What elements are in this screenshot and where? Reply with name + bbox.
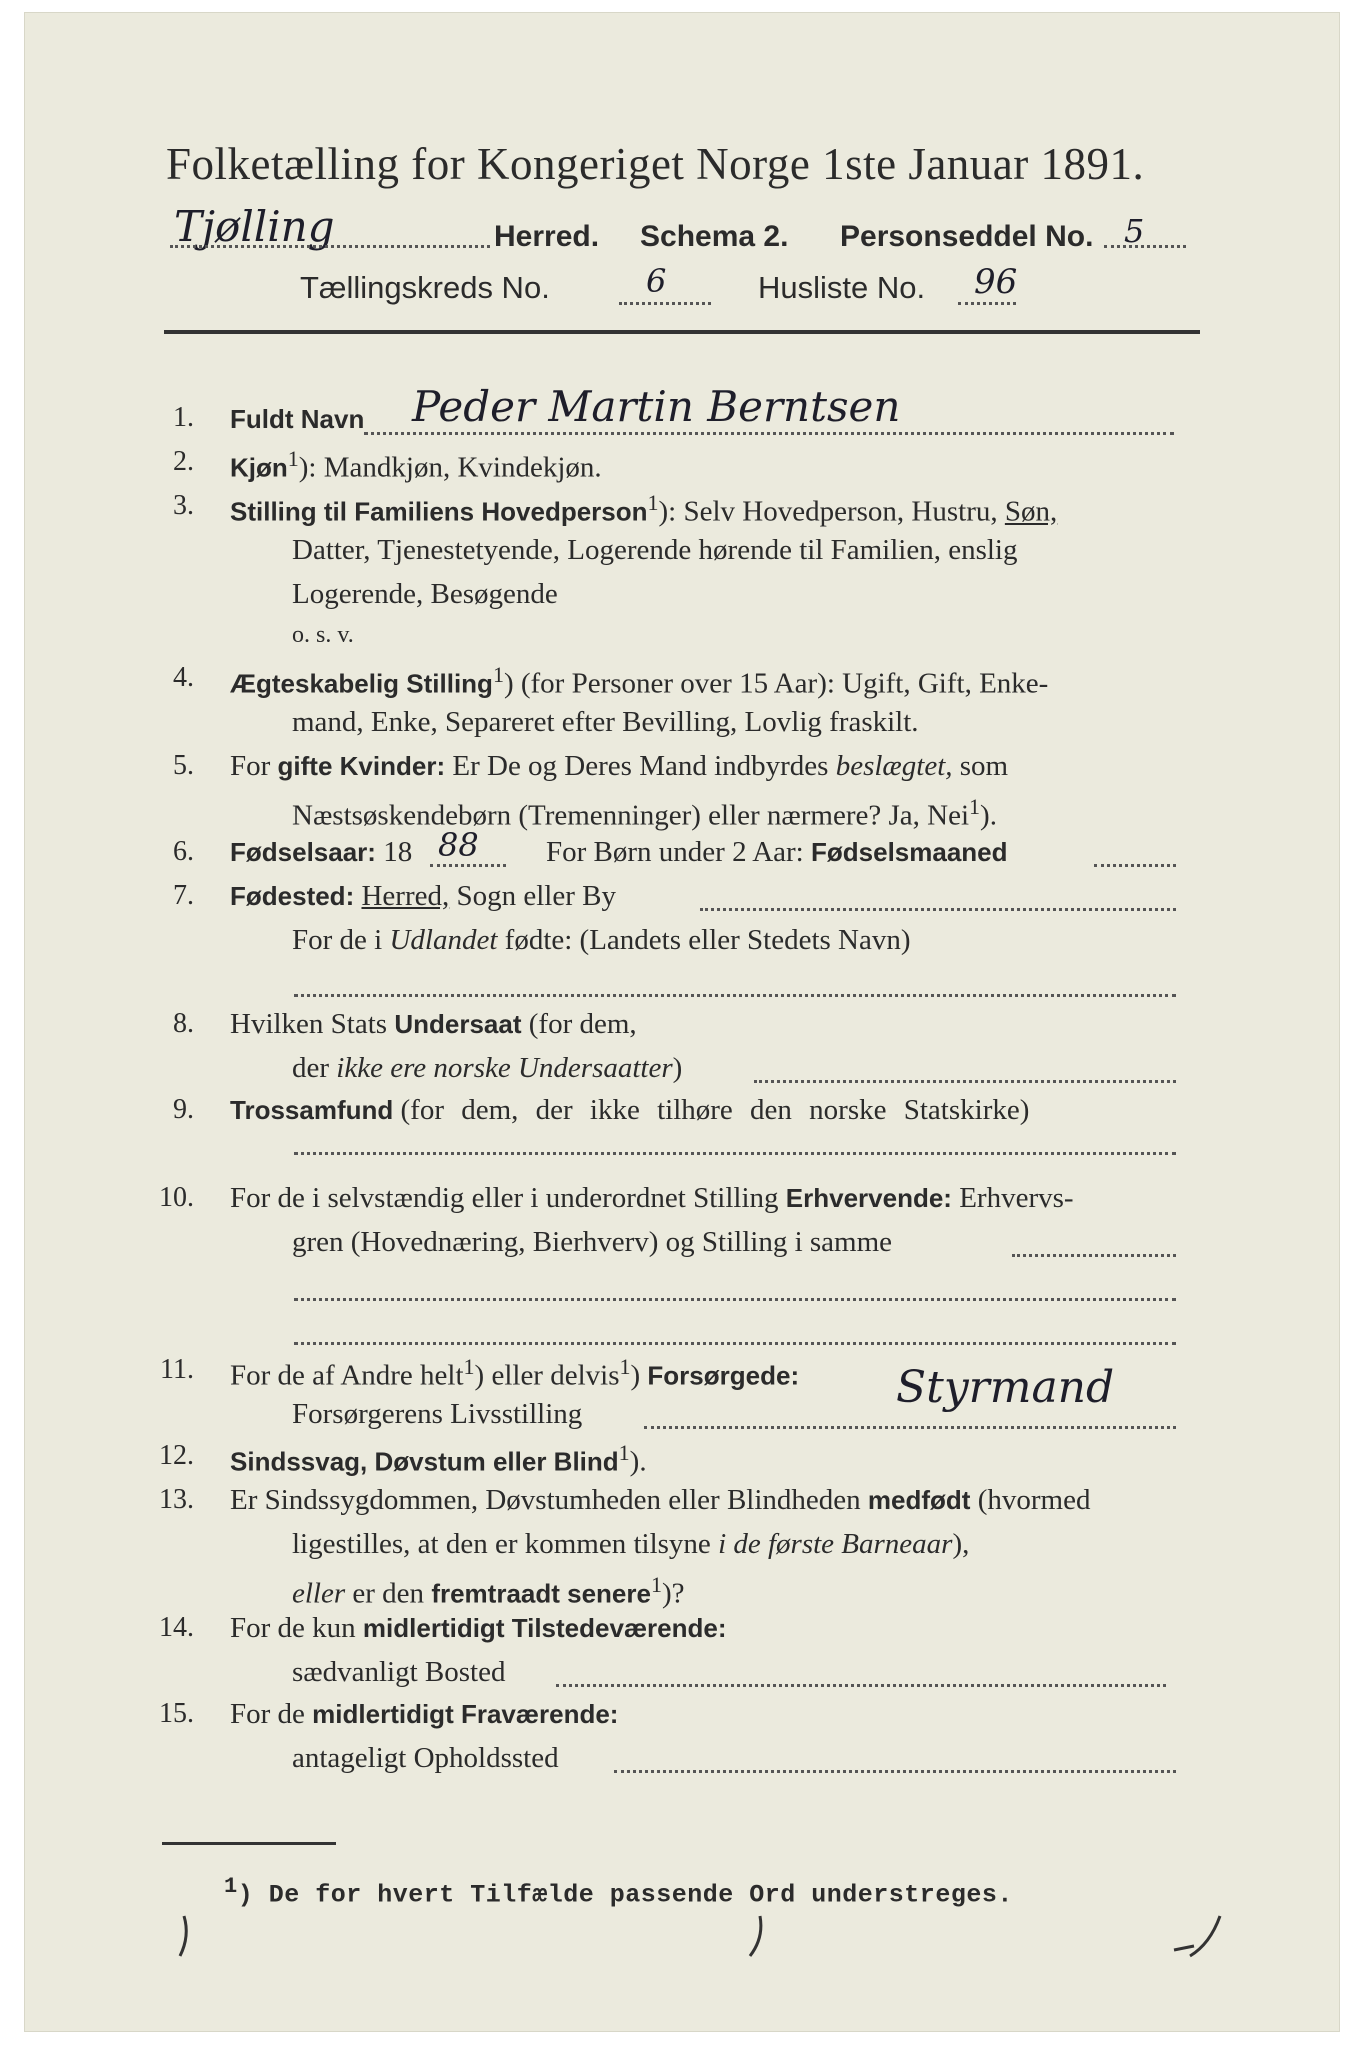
q9-line <box>230 1094 1029 1127</box>
q12-label: Sindssvag, Døvstum eller Blind <box>230 1446 619 1477</box>
q3-line1 <box>230 490 1057 529</box>
item-number: 7. <box>173 880 194 911</box>
q6-year-dots <box>430 864 506 867</box>
q9-blank-line <box>294 1152 1176 1155</box>
footnote <box>224 1874 1013 1909</box>
pen-marks <box>24 12 1340 2032</box>
q11-provider-handwritten: Styrmand <box>896 1362 1115 1413</box>
q10-blank-line-2 <box>294 1342 1176 1345</box>
personseddel-dotted-line <box>1104 245 1186 248</box>
q14-label: midlertidigt Tilstedeværende: <box>362 1613 727 1643</box>
q14-dotted-line <box>556 1684 1166 1687</box>
q8-text-a: Hvilken Stats <box>230 1008 388 1040</box>
item-number: 14. <box>159 1612 194 1643</box>
q13-line3-a: er den <box>352 1577 425 1610</box>
q7-line2-italic: Udlandet <box>389 924 498 956</box>
q10-blank-line-1 <box>294 1298 1176 1301</box>
item-number: 2. <box>173 446 194 477</box>
footnote-rule <box>162 1842 336 1845</box>
q13-text-b: (hvormed <box>977 1484 1091 1516</box>
personseddel-number: 5 <box>1124 212 1145 250</box>
q4-label: Ægteskabelig Stilling <box>230 668 493 699</box>
q14-line2: sædvanligt Bosted <box>292 1656 506 1688</box>
q1-label: Fuldt Navn <box>230 404 365 434</box>
q9-text: (for dem, der ikke tilhøre den norske Statskirke) <box>400 1094 1030 1126</box>
q5-line1 <box>230 750 1008 783</box>
q11-text-c: ) <box>630 1359 641 1392</box>
schema-label: Schema 2. <box>640 220 789 253</box>
q11-dotted-line <box>644 1426 1176 1429</box>
q13-line2-italic: i de første Barneaar <box>718 1528 953 1560</box>
q6-label: Fødselsaar: <box>230 837 376 867</box>
q8-label: Undersaat <box>394 1009 522 1039</box>
q5-for: For <box>230 750 271 782</box>
q3-son-underlined: Søn, <box>1004 495 1058 528</box>
q13-line3-italic: eller <box>292 1577 346 1610</box>
q6-line <box>230 836 412 869</box>
q5-italic: beslægtet, <box>835 750 953 782</box>
item-number: 5. <box>173 750 194 781</box>
q7-line2-a: For de i <box>292 924 383 956</box>
q7-herred-underlined: Herred, <box>361 880 450 912</box>
q12-end: ). <box>629 1445 647 1478</box>
q1-dotted-line <box>364 432 1174 435</box>
header-rule <box>164 330 1200 334</box>
q13-line3-bold: fremtraadt senere <box>431 1578 651 1609</box>
kreds-number: 6 <box>646 262 667 300</box>
husliste-number: 96 <box>974 262 1018 302</box>
q12-line <box>230 1440 647 1479</box>
herred-dotted-line <box>170 245 490 248</box>
q6-dotted-line <box>1094 864 1176 867</box>
q3-line4: o. s. v. <box>292 622 354 648</box>
item-number: 12. <box>159 1440 194 1471</box>
q7-text: Sogn eller By <box>456 880 616 912</box>
q11-sup2: 1 <box>619 1354 631 1379</box>
q4-line2: mand, Enke, Separeret efter Bevilling, Lovlig fraskilt. <box>292 706 919 738</box>
q7-label: Fødested: <box>230 881 355 911</box>
q8-dotted-line <box>754 1080 1176 1083</box>
item-number: 1. <box>173 402 194 433</box>
q3-label: Stilling til Familiens Hovedperson <box>230 496 648 527</box>
q1-name-handwritten: Peder Martin Berntsen <box>412 382 901 431</box>
q7-line2-b: fødte: (Landets eller Stedets Navn) <box>504 924 911 956</box>
q10-line1 <box>230 1182 1074 1215</box>
q9-label: Trossamfund <box>230 1095 394 1125</box>
q11-text-a: For de af Andre helt <box>230 1359 464 1392</box>
q3-text: ): Selv Hovedperson, Hustru, <box>658 495 998 528</box>
footnote-sup: 1 <box>224 1874 238 1899</box>
husliste-dotted-line <box>958 302 1016 305</box>
form-title: Folketælling for Kongeriget Norge 1ste Januar 1891. <box>166 139 1145 189</box>
q5-line2-text: Næstsøskendebørn (Tremenninger) eller nærmere? Ja, Nei <box>292 799 970 832</box>
herred-handwritten: Tjølling <box>174 202 335 251</box>
item-number: 9. <box>173 1094 194 1125</box>
q5-label: gifte Kvinder: <box>277 751 446 781</box>
q5-end: ). <box>980 799 997 832</box>
kreds-dotted-line <box>619 302 711 305</box>
q13-end: )? <box>661 1577 685 1610</box>
q13-line2 <box>292 1528 969 1561</box>
q15-line1 <box>230 1698 618 1731</box>
q6-line-b <box>546 836 1008 869</box>
q8-line2-a: der <box>292 1052 330 1084</box>
q10-text-a: For de i selvstændig eller i underordnet Stilling <box>230 1182 779 1214</box>
q11-text-b: ) eller delvis <box>474 1359 620 1392</box>
item-number: 10. <box>159 1182 194 1213</box>
item-number: 4. <box>173 662 194 693</box>
q7-line2 <box>292 924 911 957</box>
q10-dotted-line <box>1012 1254 1176 1257</box>
personseddel-label: Personseddel No. <box>840 220 1094 253</box>
q8-line2-b: ) <box>672 1052 683 1084</box>
q2-text: ): Mandkjøn, Kvindekjøn. <box>298 451 602 484</box>
pen-mark-right <box>1174 1916 1220 1956</box>
q13-label: medfødt <box>867 1485 971 1515</box>
q13-text-a: Er Sindssygdommen, Døvstumheden eller Blindheden <box>230 1484 861 1516</box>
q2-line <box>230 446 602 485</box>
q6-prefix: 18 <box>383 836 413 868</box>
q13-line1 <box>230 1484 1090 1517</box>
q8-line1 <box>230 1008 637 1041</box>
q11-line2: Forsørgerens Livsstilling <box>292 1398 583 1430</box>
q4-sup: 1 <box>492 662 504 687</box>
herred-label: Herred. <box>494 220 600 253</box>
q8-text-b: (for dem, <box>528 1008 637 1040</box>
q15-text: For de <box>230 1698 305 1730</box>
q11-sup1: 1 <box>463 1354 475 1379</box>
q7-dotted-line <box>700 908 1176 911</box>
q4-text: ) (for Personer over 15 Aar): Ugift, Gift, Enke- <box>503 667 1049 700</box>
q6-text: For Børn under 2 Aar: <box>546 836 804 868</box>
q3-sup: 1 <box>647 490 659 515</box>
pen-mark-left <box>180 1916 186 1956</box>
q15-label: midlertidigt Fraværende: <box>312 1699 619 1729</box>
q7-line1 <box>230 880 616 913</box>
item-number: 13. <box>159 1484 194 1515</box>
census-form-sheet <box>24 12 1340 2032</box>
q13-line2-b: ), <box>952 1528 970 1560</box>
q5-text-a: Er De og Deres Mand indbyrdes <box>452 750 829 782</box>
q15-dotted-line <box>614 1770 1176 1773</box>
q13-line3 <box>292 1572 685 1611</box>
pen-mark-center <box>750 1916 761 1956</box>
q7-blank-line <box>294 994 1176 997</box>
q4-line1 <box>230 662 1048 701</box>
kreds-label: Tællingskreds No. <box>300 270 550 305</box>
q15-line2: antageligt Opholdssted <box>292 1742 559 1774</box>
q10-line2: gren (Hovednæring, Bierhverv) og Stilling i samme <box>292 1226 893 1258</box>
item-number: 3. <box>173 490 194 521</box>
item-number: 6. <box>173 836 194 867</box>
q2-label: Kjøn <box>230 452 288 483</box>
q12-sup: 1 <box>618 1440 630 1465</box>
q10-text-b: Erhvervs- <box>959 1182 1074 1214</box>
q14-line1 <box>230 1612 727 1645</box>
q14-text: For de kun <box>230 1612 356 1644</box>
q5-line2 <box>292 794 997 833</box>
q3-line3: Logerende, Besøgende <box>292 578 558 610</box>
q5-sup: 1 <box>969 794 981 819</box>
q13-line2-a: ligestilles, at den er kommen tilsyne <box>292 1528 711 1560</box>
footnote-text: ) De for hvert Tilfælde passende Ord understreges. <box>237 1880 1013 1910</box>
q11-label: Forsørgede: <box>647 1360 800 1391</box>
husliste-label: Husliste No. <box>758 270 926 305</box>
q3-line2: Datter, Tjenestetyende, Logerende hørende til Familien, enslig <box>292 534 1018 566</box>
q5-text-b: som <box>959 750 1009 782</box>
item-number: 11. <box>160 1354 194 1385</box>
q6-year-handwritten: 88 <box>438 826 479 864</box>
q6-label-b: Fødselsmaaned <box>811 837 1008 867</box>
q8-line2 <box>292 1052 682 1085</box>
q11-line1 <box>230 1354 799 1393</box>
q8-line2-italic: ikke ere norske Undersaatter <box>336 1052 673 1084</box>
item-number: 15. <box>159 1698 194 1729</box>
q2-sup: 1 <box>287 446 299 471</box>
q13-sup: 1 <box>650 1572 662 1597</box>
item-number: 8. <box>173 1008 194 1039</box>
q10-label: Erhvervende: <box>785 1183 952 1213</box>
